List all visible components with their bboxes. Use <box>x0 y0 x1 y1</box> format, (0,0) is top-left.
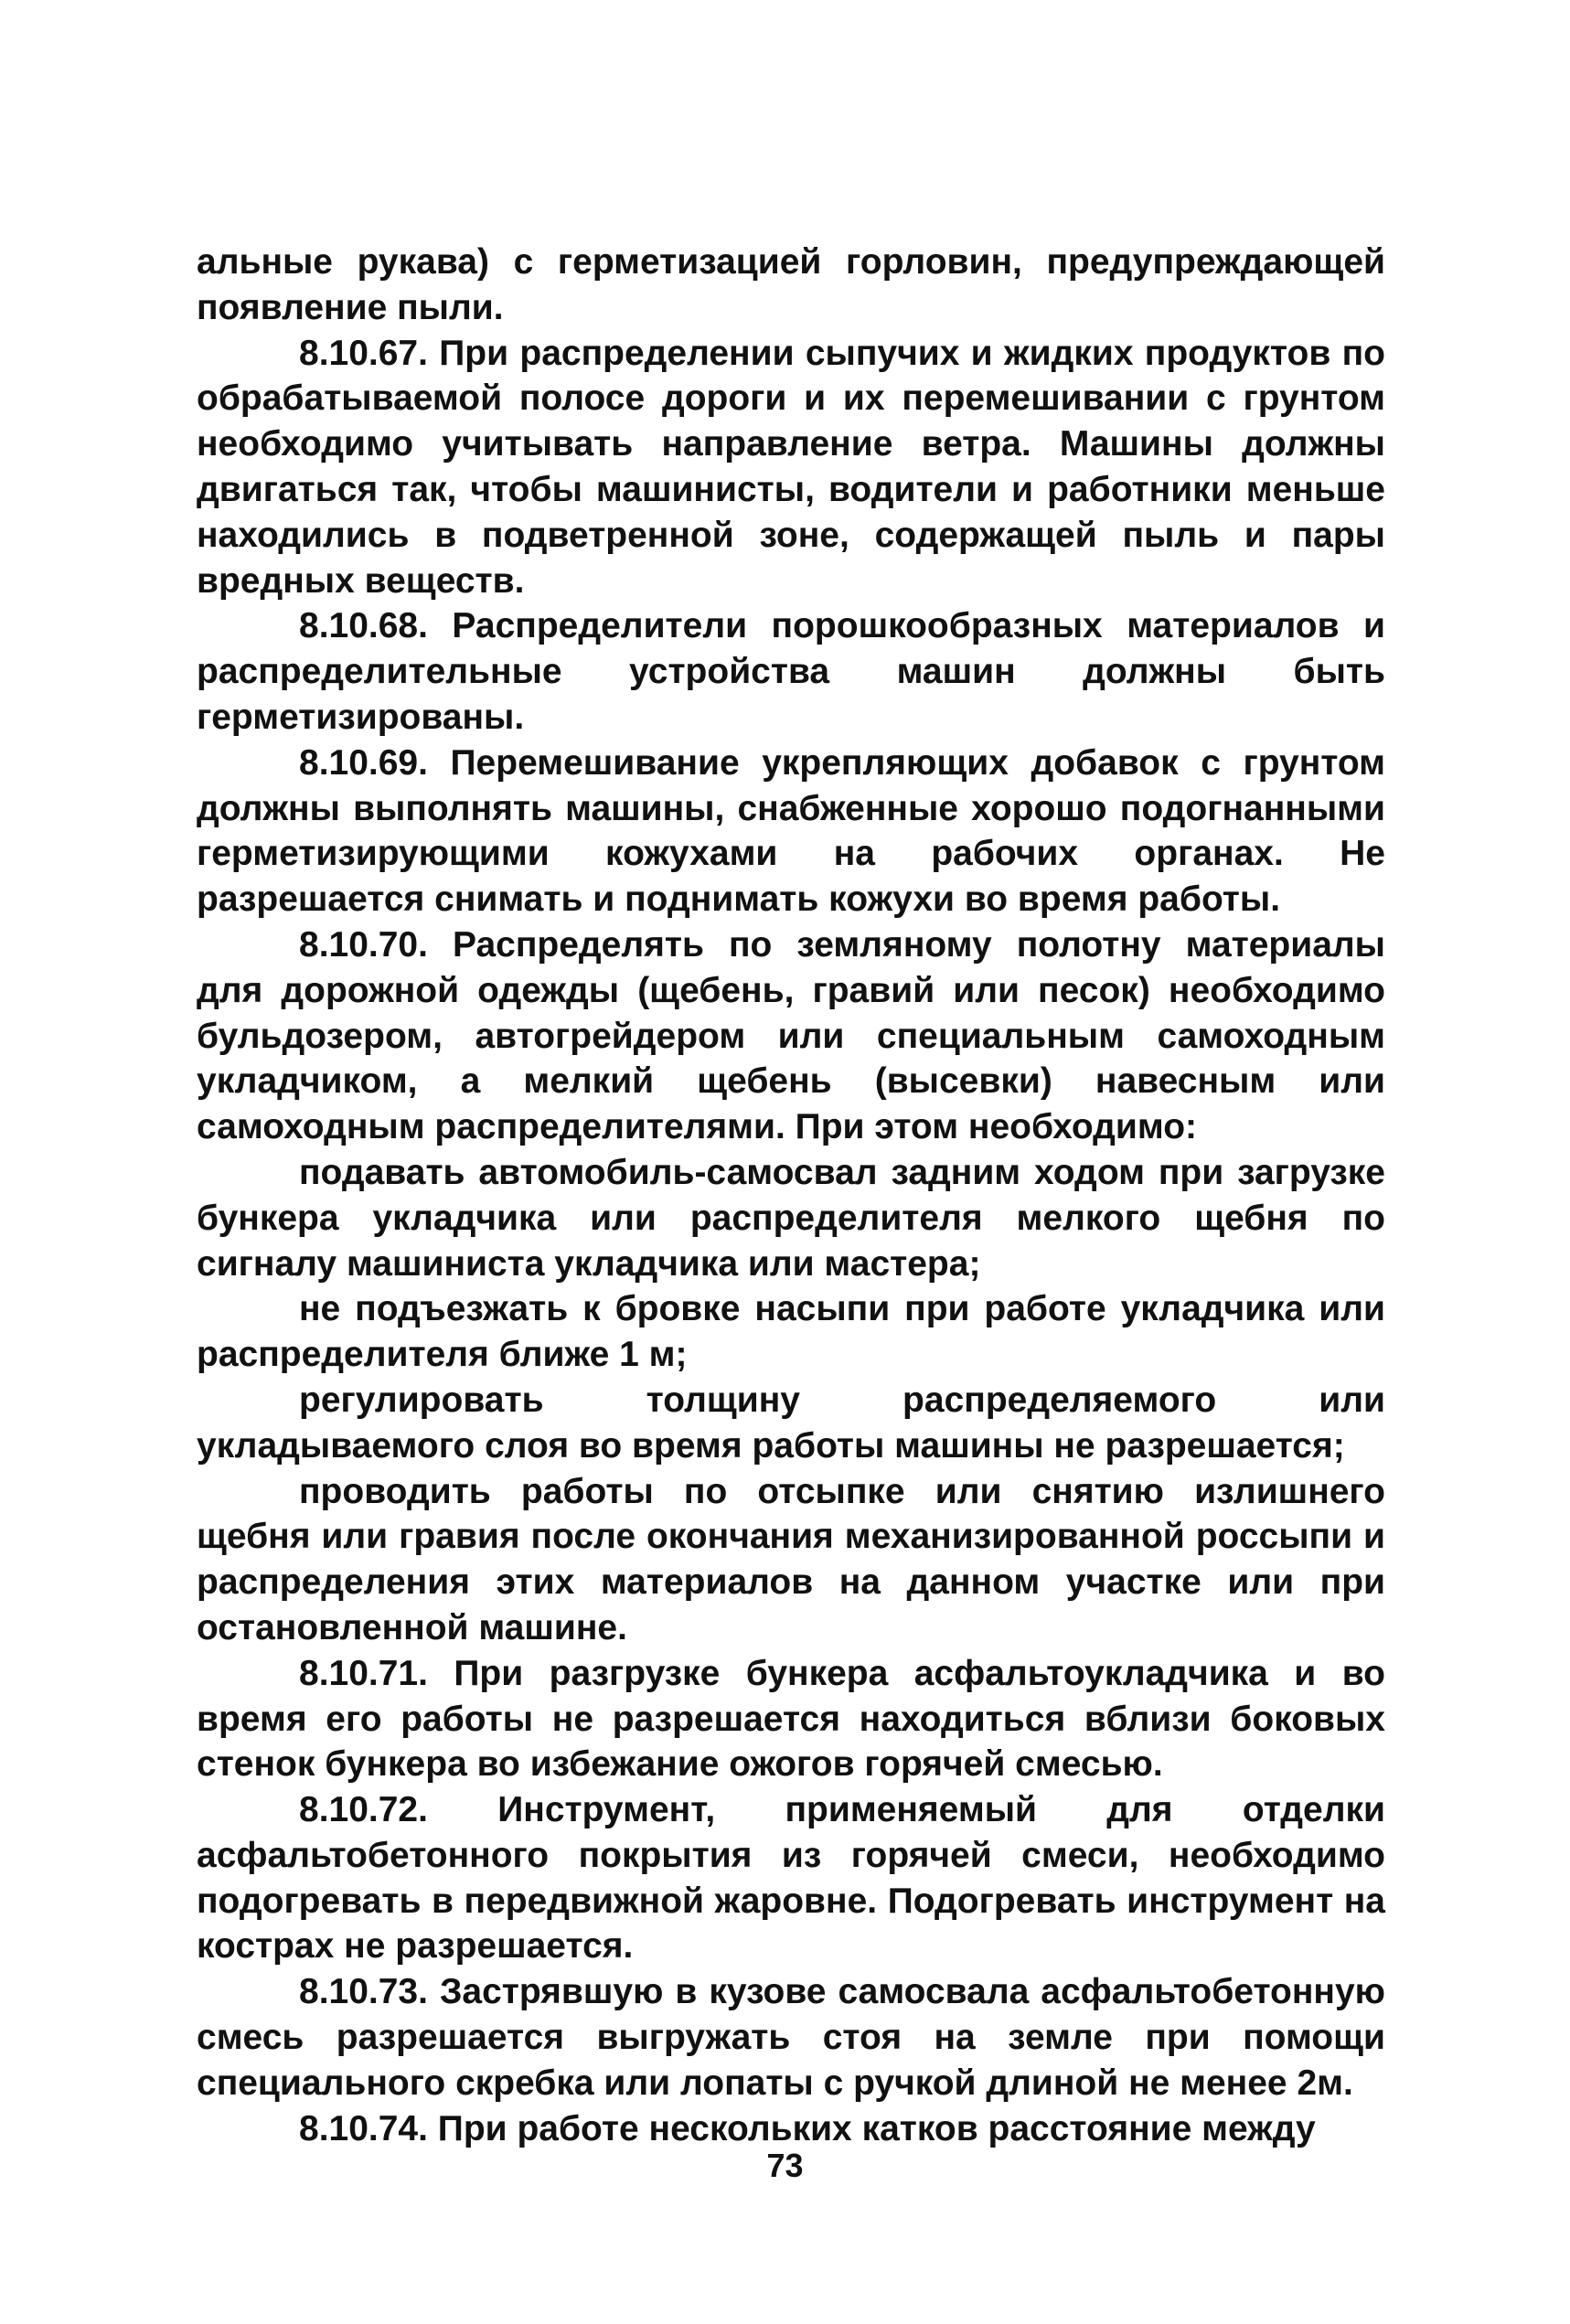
paragraph-8-10-67: 8.10.67. При распределении сыпучих и жидких продуктов по обрабатываемой полосе дороги и их перемешивании с грунтом необходимо учитывать направление ветра. Машины должны двигаться так, чтобы машинисты, водители и работники меньше находились в подветренной зоне, содержащей пыль и пары вредных веществ. <box>197 333 1385 601</box>
list-item-excess-removal: проводить работы по отсыпке или снятию излишнего щебня или гравия после окончания механизированной россыпи и распределения этих материалов на данном участке или при остановленной машине. <box>197 1471 1385 1647</box>
paragraph-8-10-72: 8.10.72. Инструмент, применяемый для отделки асфальтобетонного покрытия из горячей смеси, необходимо подогревать в передвижной жаровне. Подогревать инструмент на кострах не разрешается. <box>197 1790 1385 1967</box>
page-number: 73 <box>766 2147 804 2184</box>
paragraph-continuation: альные рукава) с герметизацией горловин, предупреждающей появление пыли. <box>197 242 1385 327</box>
paragraph-8-10-70: 8.10.70. Распределять по земляному полотну материалы для дорожной одежды (щебень, гравий или песок) необходимо бульдозером, автогрейдером или специальным самоходным укладчиком, а мелкий щебень (высевки) навесным или самоходным распределителями. При этом необходимо: <box>197 924 1385 1147</box>
list-item-edge-distance: не подъезжать к бровке насыпи при работе укладчика или распределителя ближе 1 м; <box>197 1289 1385 1375</box>
paragraph-8-10-68: 8.10.68. Распределители порошкообразных материалов и распределительные устройства машин должны быть герметизированы. <box>197 606 1385 737</box>
paragraph-8-10-69: 8.10.69. Перемешивание укрепляющих добавок с грунтом должны выполнять машины, снабженные хорошо подогнанными герметизирующими кожухами на рабочих органах. Не разрешается снимать и поднимать кожухи во время работы. <box>197 742 1385 920</box>
paragraph-8-10-73: 8.10.73. Застрявшую в кузове самосвала асфальтобетонную смесь разрешается выгружать стоя на земле при помощи специального скребка или лопаты с ручкой длиной не менее 2м. <box>197 1972 1385 2103</box>
document-body <box>197 240 1385 2151</box>
paragraph-8-10-74: 8.10.74. При работе нескольких катков расстояние между <box>299 2108 1316 2148</box>
list-item-unloading: подавать автомобиль-самосвал задним ходом при загрузке бункера укладчика или распределителя мелкого щебня по сигналу машиниста укладчика или мастера; <box>197 1152 1385 1284</box>
list-item-thickness: регулировать толщину распределяемого или укладываемого слоя во время работы машины не разрешается; <box>197 1380 1385 1466</box>
paragraph-8-10-71: 8.10.71. При разгрузке бункера асфальтоукладчика и во время его работы не разрешается находиться вблизи боковых стенок бункера во избежание ожогов горячей смесью. <box>197 1653 1385 1785</box>
